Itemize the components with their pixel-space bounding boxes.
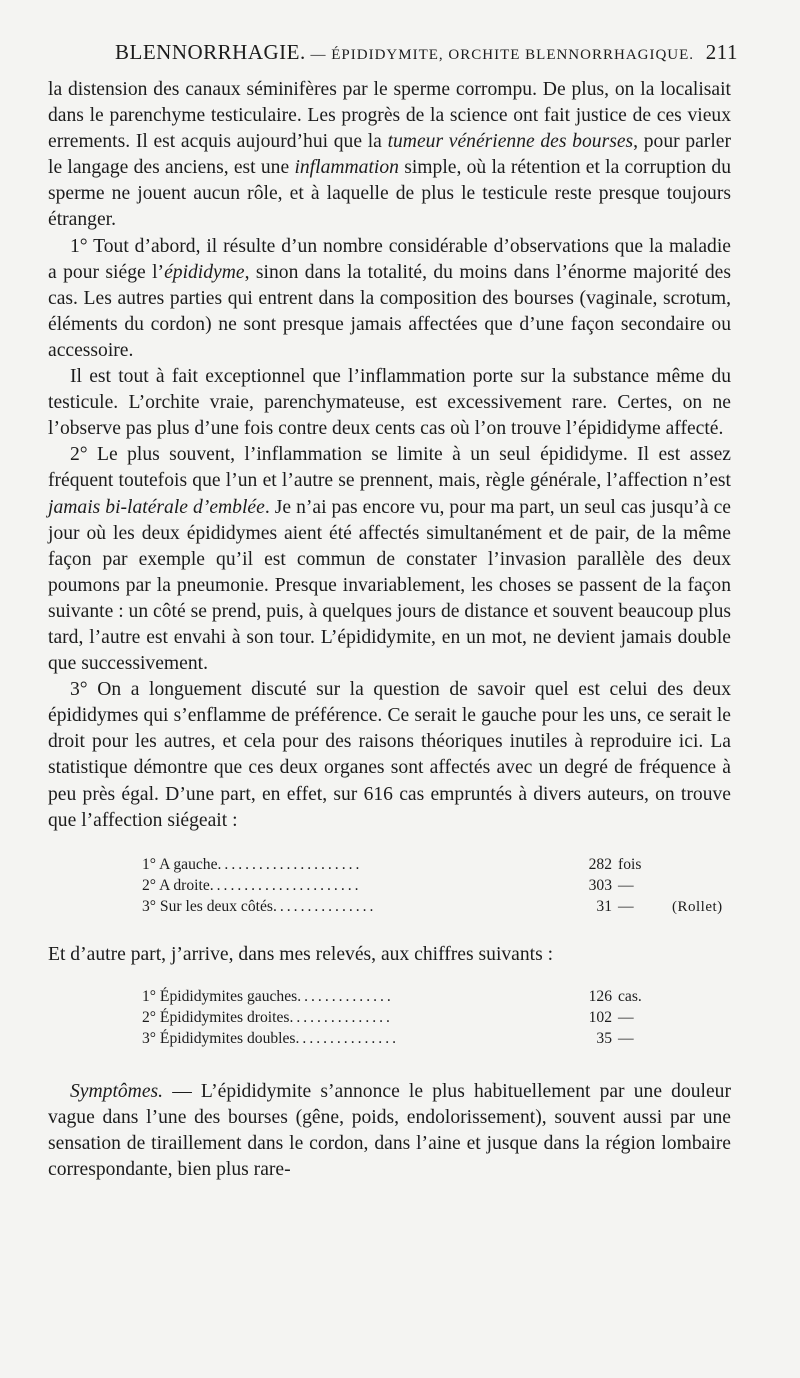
paragraph-text: simple, où la rétention et la corruption du sperme ne jouent aucun rôle, et à laquelle de plus le testicule reste presque toujours étranger.	[48, 157, 732, 231]
row-label: 3° Sur les deux côtés	[142, 897, 273, 915]
table-row	[142, 986, 731, 1007]
paragraph-text: , sinon dans la totalité, du moins dans l’énorme majorité des cas. Les autres parties qui entrent dans la composition des bourses (vaginale, scrotum, éléments du cordon) ne sont presque jamais affectées que d’une façon secondaire ou accessoire.	[48, 261, 731, 361]
paragraph-text: , pour parler le langage des anciens, est une	[48, 131, 732, 179]
row-unit: cas.	[618, 987, 642, 1005]
row-value: 31	[596, 897, 612, 915]
section-heading: Symptômes.	[70, 1080, 164, 1102]
paragraph-text: la distension des canaux séminifères par le sperme corrompu. De plus, on la localisait dans le parenchyme testiculaire. Les progrès de la science ont fait justice de ces vieux errements. Il est acquis aujourd’hui que la	[48, 79, 731, 153]
paragraph-3: Il est tout à fait exceptionnel que l’inflammation porte sur la substance même du testicule. L’orchite vraie, parenchymateuse, est excessivement rare. Certes, on ne l’observe pas plus d’une fois contre deux cents cas où l’on trouve l’épididyme affecté.	[48, 366, 731, 440]
dot-leader: ...............	[272, 897, 377, 915]
table-row	[142, 1007, 731, 1028]
paragraph-6: Et d’autre part, j’arrive, dans mes relevés, aux chiffres suivants :	[48, 943, 554, 965]
row-unit: fois	[618, 855, 642, 873]
row-label: 3° Épididymites doubles	[142, 1029, 296, 1047]
italic-term: inflammation	[294, 157, 399, 179]
paragraph-text: — L’épididymite s’annonce le plus habituellement par une douleur vague dans l’une des bourses (gêne, poids, endolorissement), souvent aussi par une sensation de tiraillement dans le cordon, dans l’aine et jusque dans la région lombaire correspondante, bien plus rare-	[48, 1080, 731, 1181]
row-unit: —	[618, 876, 634, 894]
running-header	[115, 40, 738, 70]
italic-term: jamais bi-latérale d’emblée	[48, 496, 265, 518]
dot-leader: ......................	[209, 876, 362, 894]
statistics-table-authors	[48, 854, 731, 918]
paragraph-2	[48, 234, 731, 364]
paragraph-4	[48, 442, 731, 677]
row-unit: —	[618, 1008, 634, 1026]
dot-leader: ...............	[295, 1029, 399, 1047]
paragraph-5: 3° On a longuement discuté sur la question de savoir quel est celui des deux épididymes qui s’enflamme de préférence. Ce serait le gauche pour les uns, ce serait le droit pour les autres, et cela pour des raisons théoriques inutiles à reproduire ici. La statistique démontre que ces deux organes sont affectés avec un degré de fréquence à peu près égal. D’une part, en effet, sur 616 cas empruntés à divers auteurs, on trouve que l’affection siégeait :	[48, 679, 731, 831]
source-citation: (Rollet)	[672, 898, 723, 915]
header-title-sub: — ÉPIDIDYMITE, ORCHITE BLENNORRHAGIQUE.	[305, 47, 695, 63]
row-label: 1° A gauche	[142, 855, 218, 873]
row-label: 1° Épididymites gauches	[142, 987, 298, 1005]
row-unit: —	[618, 897, 634, 915]
dot-leader: .....................	[217, 855, 363, 873]
row-unit: —	[618, 1029, 634, 1047]
table-row	[142, 875, 731, 896]
table-row	[142, 896, 731, 918]
italic-term: tumeur vénérienne des bourses	[387, 131, 634, 153]
table-row	[142, 1028, 731, 1049]
dot-leader: ..............	[297, 987, 394, 1005]
italic-term: épididyme	[164, 261, 245, 283]
row-value: 303	[588, 876, 612, 894]
row-value: 282	[588, 855, 612, 873]
header-title	[115, 40, 694, 65]
row-value: 35	[596, 1029, 612, 1047]
paragraph-text: 1° Tout d’abord, il résulte d’un nombre considérable d’observations que la maladie a pour siége l’	[48, 235, 731, 283]
header-title-main: BLENNORRHAGIE.	[115, 40, 306, 64]
statistics-table-author	[48, 986, 731, 1049]
row-value: 126	[588, 987, 612, 1005]
dot-leader: ...............	[289, 1008, 393, 1026]
row-value: 102	[588, 1008, 612, 1026]
row-label: 2° A droite	[142, 876, 210, 894]
table-row	[142, 854, 731, 875]
paragraph-text: . Je n’ai pas encore vu, pour ma part, un seul cas jusqu’à ce jour où les deux épididymes aient été affectés simultanément et de pair, de la même façon par exemple qu’il est commun de constater l’invasion parallèle des deux poumons par la pneumonie. Presque invariablement, les choses se passent de la façon suivante : un côté se prend, puis, à quelques jours de distance et souvent beaucoup plus tard, l’autre est envahi à son tour. L’épididymite, en un mot, ne devient jamais double que successivement.	[48, 496, 731, 675]
page-number: 211	[705, 40, 738, 64]
paragraph-symptoms	[48, 1079, 731, 1183]
row-label: 2° Épididymites droites	[142, 1008, 290, 1026]
paragraph-1	[48, 77, 731, 234]
paragraph-text: 2° Le plus souvent, l’inflammation se limite à un seul épididyme. Il est assez fréquent toutefois que l’un et l’autre se prennent, mais, règle générale, l’affection n’est	[48, 444, 731, 492]
page-body	[48, 77, 731, 1183]
